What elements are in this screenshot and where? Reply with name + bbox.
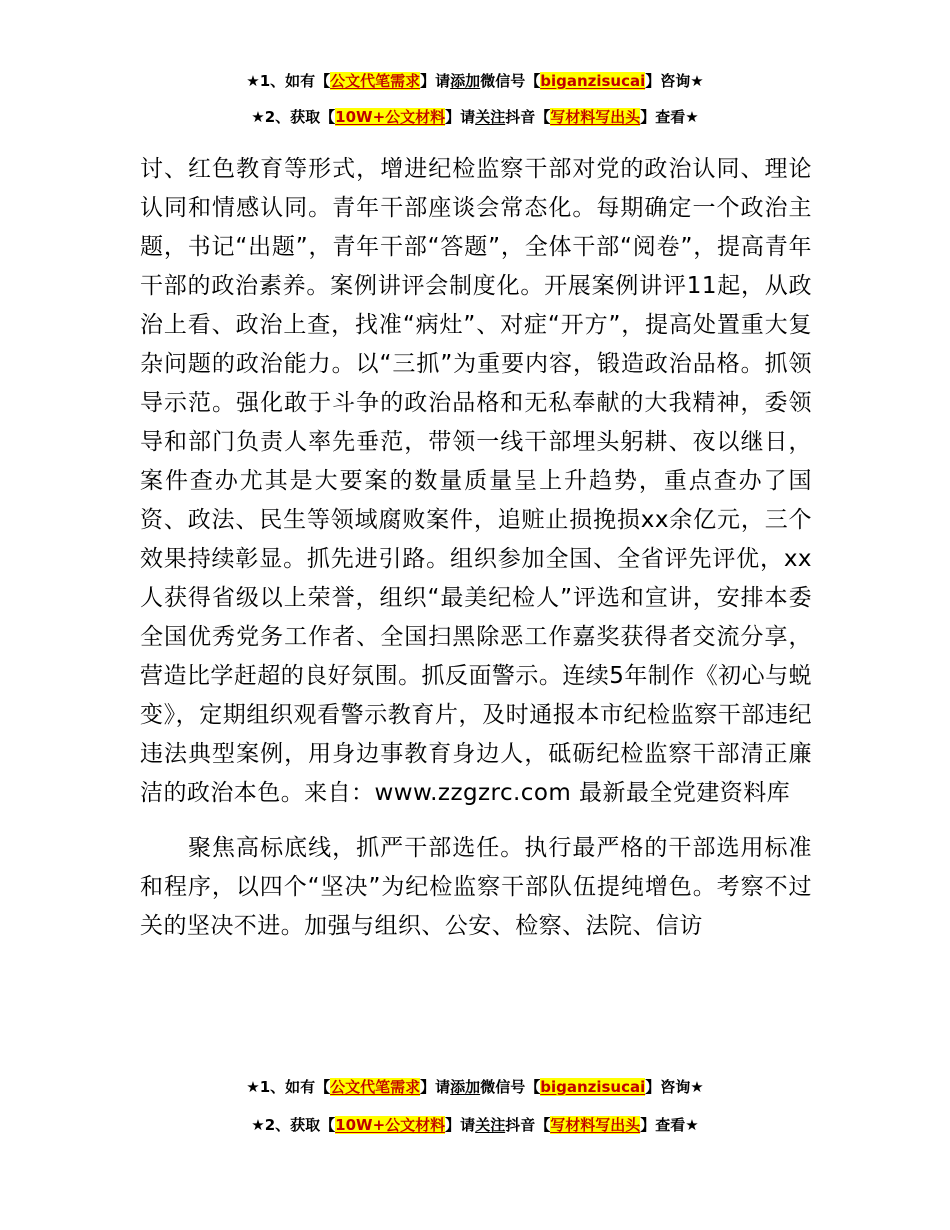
banner-text: 】查看 bbox=[640, 1116, 686, 1134]
bottom-banner-line-2 bbox=[0, 1115, 950, 1135]
star-icon: ★ bbox=[685, 108, 699, 126]
star-icon: ★ bbox=[685, 1116, 699, 1134]
banner-text: 】请 bbox=[445, 1116, 476, 1134]
banner-text: 】请 bbox=[445, 108, 476, 126]
highlighted-douyin-id: 写材料写出头 bbox=[550, 1116, 641, 1134]
banner-text: 】咨询 bbox=[645, 72, 691, 90]
banner-text: 抖音【 bbox=[505, 1116, 551, 1134]
banner-text: 2、获取【 bbox=[264, 108, 336, 126]
paragraph: 聚焦高标底线，抓严干部选任。执行最严格的干部选用标准和程序，以四个“坚决”为纪检监察干部队伍提纯增色。考察不过关的坚决不进。加强与组织、公安、检察、法院、信访 bbox=[140, 835, 812, 939]
highlighted-material-text: 10W+公文材料 bbox=[335, 1116, 446, 1134]
star-icon: ★ bbox=[251, 108, 265, 126]
banner-text: 2、获取【 bbox=[264, 1116, 336, 1134]
paragraph: 讨、红色教育等形式，增进纪检监察干部对党的政治认同、理论认同和情感认同。青年干部座谈会常态化。每期确定一个政治主题，书记“出题”，青年干部“答题”，全体干部“阅卷”，提高青年干部的政治素养。案例讲评会制度化。开展案例讲评11起，从政治上看、政治上查，找准“病灶”、对症“开方”，提高处置重大复杂问题的政治能力。以“三抓”为重要内容，锻造政治品格。抓领导示范。强化敢于斗争的政治品格和无私奉献的大我精神，委领导和部门负责人率先垂范，带领一线干部埋头躬耕、夜以继日，案件查办尤其是大要案的数量质量呈上升趋势，重点查办了国资、政法、民生等领域腐败案件，追赃止损挽损xx余亿元，三个效果持续彰显。抓先进引路。组织参加全国、全省评先评优，xx人获得省级以上荣誉，组织“最美纪检人”评选和宣讲，安排本委全国优秀党务工作者、全国扫黑除恶工作嘉奖获得者交流分享，营造比学赶超的良好氛围。抓反面警示。连续5年制作《初心与蜕变》，定期组织观看警示教育片，及时通报本市纪检监察干部违纪违法典型案例，用身边事教育身边人，砥砺纪检监察干部清正廉洁的政治本色。来自：www.zzgzrc.com 最新最全党建资料库 bbox=[140, 156, 812, 806]
star-icon: ★ bbox=[690, 72, 704, 90]
emphasized-text: 添加 bbox=[450, 1078, 481, 1096]
banner-text: 】咨询 bbox=[645, 1078, 691, 1096]
banner-text: 1、如有【 bbox=[259, 1078, 331, 1096]
highlighted-service-text: 公文代笔需求 bbox=[330, 72, 421, 90]
banner-text: 】请 bbox=[420, 72, 451, 90]
document-body bbox=[140, 150, 812, 946]
star-icon: ★ bbox=[246, 72, 260, 90]
banner-text: 】请 bbox=[420, 1078, 451, 1096]
star-icon: ★ bbox=[251, 1116, 265, 1134]
banner-text: 微信号【 bbox=[480, 1078, 541, 1096]
emphasized-text: 关注 bbox=[475, 108, 506, 126]
emphasized-text: 添加 bbox=[450, 72, 481, 90]
highlighted-douyin-id: 写材料写出头 bbox=[550, 108, 641, 126]
highlighted-material-text: 10W+公文材料 bbox=[335, 108, 446, 126]
star-icon: ★ bbox=[690, 1078, 704, 1096]
banner-text: 抖音【 bbox=[505, 108, 551, 126]
top-banner-line-1 bbox=[0, 71, 950, 91]
highlighted-wechat-id: biganzisucai bbox=[540, 1078, 646, 1096]
banner-text: 微信号【 bbox=[480, 72, 541, 90]
bottom-banner-line-1 bbox=[0, 1077, 950, 1097]
highlighted-service-text: 公文代笔需求 bbox=[330, 1078, 421, 1096]
banner-text: 】查看 bbox=[640, 108, 686, 126]
emphasized-text: 关注 bbox=[475, 1116, 506, 1134]
banner-text: 1、如有【 bbox=[259, 72, 331, 90]
top-banner-line-2 bbox=[0, 107, 950, 127]
star-icon: ★ bbox=[246, 1078, 260, 1096]
highlighted-wechat-id: biganzisucai bbox=[540, 72, 646, 90]
